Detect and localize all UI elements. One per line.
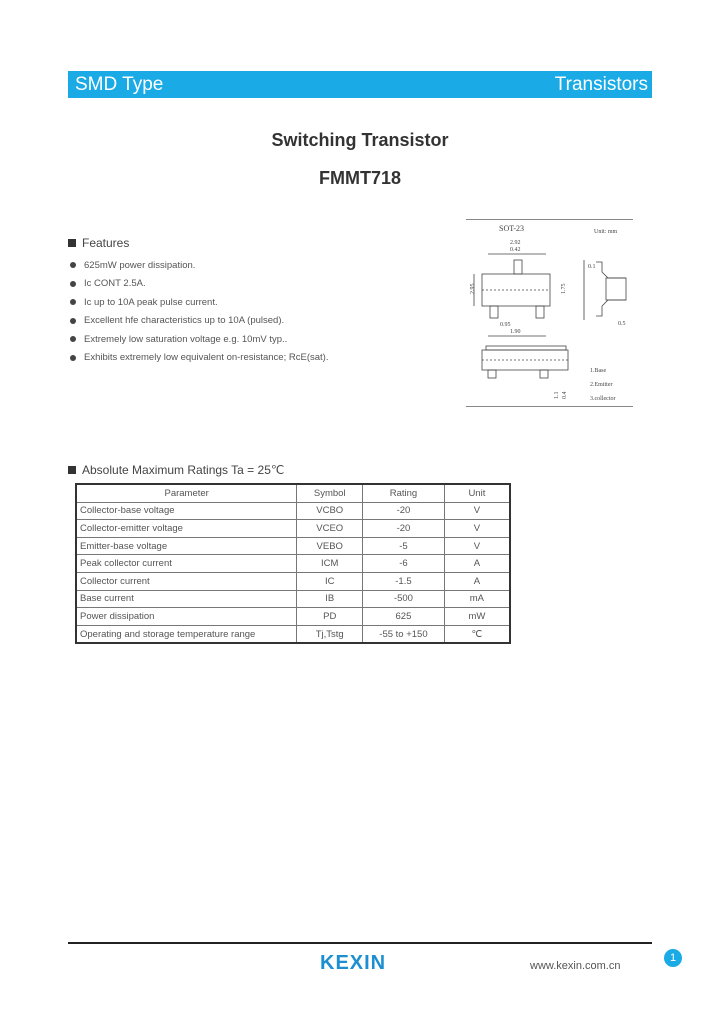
table-row — [76, 537, 510, 555]
package-unit: Unit: mm — [594, 229, 618, 235]
bullet-icon — [70, 281, 76, 287]
dim-label: 0.95 — [500, 322, 511, 328]
cell-rating: -55 to +150 — [363, 625, 445, 643]
bullet-icon — [70, 299, 76, 305]
dim-label: 0.42 — [510, 247, 521, 253]
cell-rating: -500 — [363, 590, 445, 608]
bullet-icon — [70, 318, 76, 324]
header-right-label: Transistors — [554, 73, 648, 95]
doc-title: Switching Transistor — [271, 130, 449, 150]
cell-unit: mA — [444, 590, 510, 608]
dim-label: 1.1 — [554, 391, 560, 399]
cell-rating: 625 — [363, 608, 445, 626]
dim-label: 2.92 — [510, 240, 521, 246]
ratings-table — [75, 483, 511, 644]
page-number-badge: 1 — [664, 949, 682, 967]
footer-divider — [68, 942, 652, 944]
cell-rating: -1.5 — [363, 572, 445, 590]
cell-unit: ℃ — [444, 625, 510, 643]
ratings-heading — [68, 463, 284, 477]
cell-parameter: Base current — [76, 590, 297, 608]
list-item: Exhibits extremely low equivalent on-resistance; RcE(sat). — [70, 349, 328, 368]
pin-label: 2.Emitter — [590, 382, 613, 388]
cell-symbol: IB — [297, 590, 363, 608]
square-bullet-icon — [68, 239, 76, 247]
list-item: Extremely low saturation voltage e.g. 10mV typ.. — [70, 330, 328, 349]
cell-parameter: Power dissipation — [76, 608, 297, 626]
dim-label: 1.90 — [510, 329, 521, 335]
list-item: 625mW power dissipation. — [70, 256, 328, 275]
dim-label: 0.4 — [562, 391, 568, 399]
list-item: Ic up to 10A peak pulse current. — [70, 293, 328, 312]
cell-rating: -20 — [363, 520, 445, 538]
table-row — [76, 590, 510, 608]
features-list — [70, 256, 328, 367]
cell-unit: mW — [444, 608, 510, 626]
table-row — [76, 625, 510, 643]
bullet-icon — [70, 336, 76, 342]
cell-unit: A — [444, 572, 510, 590]
cell-rating: -6 — [363, 555, 445, 573]
table-row — [76, 608, 510, 626]
cell-unit: V — [444, 520, 510, 538]
pin-label: 3.collector — [590, 396, 616, 402]
column-header: Symbol — [297, 484, 363, 502]
header-left-label: SMD Type — [75, 73, 164, 95]
dim-label: 0.1 — [588, 264, 596, 270]
ratings-heading-label: Absolute Maximum Ratings Ta = 25℃ — [82, 463, 285, 477]
features-heading-label: Features — [82, 236, 130, 250]
table-row — [76, 502, 510, 520]
column-header: Rating — [363, 484, 445, 502]
pin-label: 1.Base — [590, 368, 607, 374]
list-item: Excellent hfe characteristics up to 10A (pulsed). — [70, 312, 328, 331]
cell-unit: A — [444, 555, 510, 573]
kexin-logo: KEXIN — [320, 952, 387, 974]
features-heading — [68, 236, 129, 250]
package-name: SOT-23 — [499, 224, 525, 233]
dim-label: 0.5 — [618, 321, 626, 327]
cell-parameter: Collector-emitter voltage — [76, 520, 297, 538]
bullet-icon — [70, 355, 76, 361]
part-number: FMMT718 — [318, 168, 401, 188]
header-bar — [68, 71, 652, 98]
cell-symbol: IC — [297, 572, 363, 590]
cell-unit: V — [444, 537, 510, 555]
cell-symbol: Tj,Tstg — [297, 625, 363, 643]
table-row — [76, 520, 510, 538]
footer-url[interactable]: www.kexin.com.cn — [530, 960, 621, 972]
cell-parameter: Collector current — [76, 572, 297, 590]
column-header: Unit — [444, 484, 510, 502]
square-bullet-icon — [68, 466, 76, 474]
cell-symbol: VCEO — [297, 520, 363, 538]
table-row — [76, 572, 510, 590]
cell-parameter: Emitter-base voltage — [76, 537, 297, 555]
cell-parameter: Collector-base voltage — [76, 502, 297, 520]
cell-symbol: PD — [297, 608, 363, 626]
cell-parameter: Operating and storage temperature range — [76, 625, 297, 643]
cell-unit: V — [444, 502, 510, 520]
package-outline-drawing — [466, 220, 633, 406]
cell-rating: -5 — [363, 537, 445, 555]
list-item: Ic CONT 2.5A. — [70, 275, 328, 294]
cell-rating: -20 — [363, 502, 445, 520]
cell-symbol: ICM — [297, 555, 363, 573]
dim-label: 2.95 — [470, 283, 476, 294]
table-row — [76, 555, 510, 573]
dim-label: 1.75 — [561, 283, 567, 294]
table-header-row — [76, 484, 510, 502]
bullet-icon — [70, 262, 76, 268]
cell-symbol: VCBO — [297, 502, 363, 520]
column-header: Parameter — [76, 484, 297, 502]
cell-parameter: Peak collector current — [76, 555, 297, 573]
package-drawing — [466, 219, 633, 407]
cell-symbol: VEBO — [297, 537, 363, 555]
